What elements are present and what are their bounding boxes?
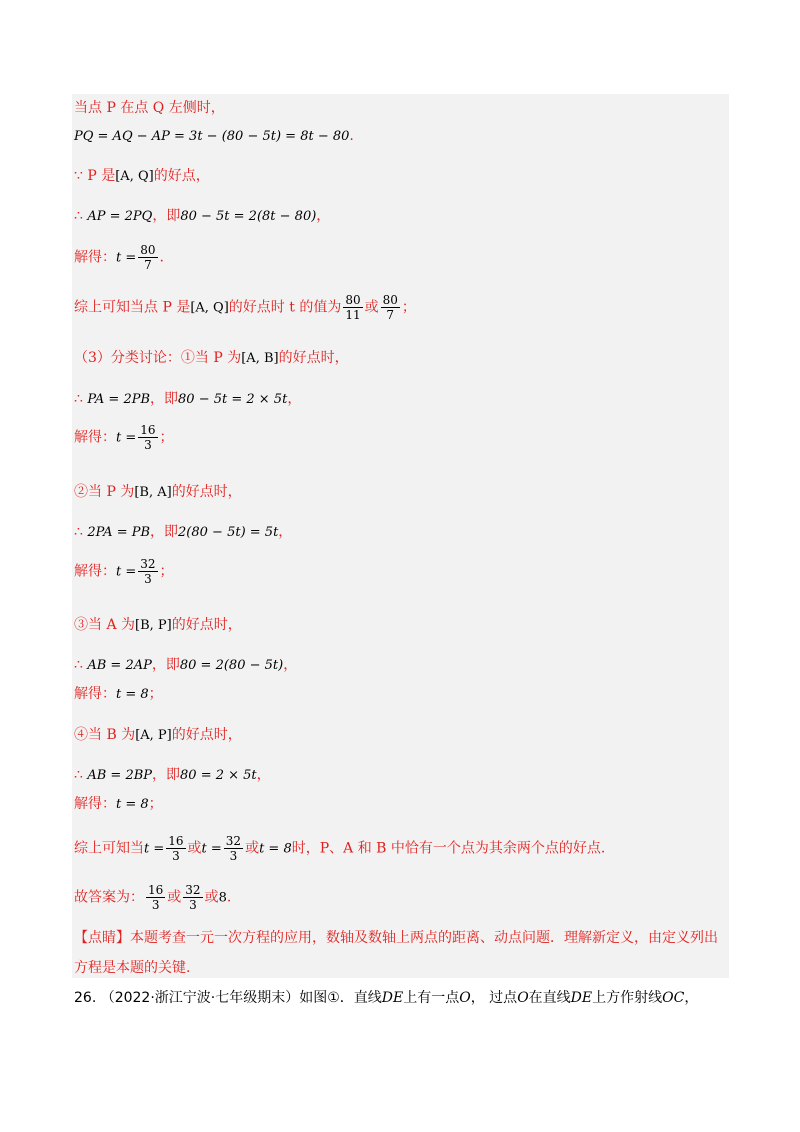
text: ；	[148, 796, 163, 812]
equation: t = 8	[259, 841, 292, 857]
equation: 80 = 2(80 − 5t)	[179, 658, 284, 673]
text: ，即	[151, 657, 180, 673]
fraction	[146, 883, 165, 912]
text: 解得：	[74, 686, 116, 702]
text: ，即	[152, 208, 181, 224]
note-line-1: 【点睛】本题考查一元一次方程的应用，数轴及数轴上两点的距离、动点问题．理解新定义，由定义列出	[74, 930, 718, 946]
text: 的好点时，	[278, 350, 349, 366]
variable: O	[517, 990, 529, 1006]
line-12	[74, 557, 174, 586]
variable: t =	[116, 430, 137, 446]
text: ，	[287, 391, 302, 407]
text: ，	[316, 208, 331, 224]
text: 26. （2022·浙江宁波·七年级期末）如图①．直线	[74, 990, 382, 1006]
equation: t = 8	[116, 797, 149, 812]
text: 时，P、A 和 B 中恰有一个点为其余两个点的好点.	[291, 840, 606, 857]
text: ， 过点	[470, 990, 518, 1006]
equation: PA = 2PB	[87, 392, 151, 407]
denominator: 3	[144, 572, 152, 586]
numerator: 16	[168, 834, 184, 848]
denominator: 7	[144, 258, 152, 272]
text: 的好点时 t 的值为	[228, 299, 342, 316]
text: ，即	[150, 524, 179, 540]
text: 或	[245, 840, 260, 857]
variable: t =	[201, 841, 222, 857]
line-5	[74, 243, 164, 272]
interval: [B, P]	[135, 618, 172, 633]
text: 的好点，	[153, 168, 210, 184]
text: 当点 P 在点 Q 左侧时，	[74, 100, 225, 116]
fraction	[224, 834, 243, 863]
text: 综上可知当	[74, 840, 144, 857]
numerator: 16	[148, 883, 164, 897]
text: 综上可知当点 P 是	[74, 299, 191, 316]
text: 或	[204, 889, 219, 906]
denominator: 7	[386, 308, 395, 322]
fraction	[381, 293, 400, 322]
numerator: 32	[185, 883, 201, 897]
equation: 80 = 2 × 5t	[180, 768, 257, 783]
numerator: 16	[140, 423, 156, 437]
text: 的好点时，	[171, 617, 242, 633]
text: ∴	[74, 391, 88, 407]
fraction	[138, 243, 157, 272]
line-16	[74, 725, 242, 746]
line-20	[74, 883, 231, 912]
line-11	[74, 522, 292, 543]
variable: O	[459, 990, 471, 1006]
equation: 2(80 − 5t) = 5t	[178, 525, 279, 540]
equation: PQ = AQ − AP = 3t − (80 − 5t) = 8t − 80	[74, 129, 350, 144]
denominator: 3	[189, 898, 197, 912]
variable: t =	[144, 841, 165, 857]
line-19	[74, 834, 605, 863]
interval: [A, Q]	[190, 300, 229, 316]
text: ，	[684, 990, 699, 1006]
variable: t =	[116, 250, 137, 266]
equation: AP = 2PQ	[87, 209, 153, 224]
line-13	[74, 615, 242, 636]
text: ，即	[152, 767, 181, 783]
question-26	[74, 988, 698, 1008]
interval: [B, A]	[134, 485, 172, 500]
text: ∴	[74, 208, 88, 224]
denominator: 3	[229, 849, 238, 863]
numerator: 80	[140, 243, 156, 257]
text: ，	[283, 657, 298, 673]
equation: AB = 2BP	[87, 768, 153, 783]
text: 或	[167, 889, 182, 906]
variable: OC	[662, 990, 685, 1006]
numerator: 80	[382, 293, 398, 307]
text: ，	[256, 767, 271, 783]
line-1	[74, 98, 225, 118]
variable: t =	[116, 564, 137, 580]
text: ∴	[74, 767, 88, 783]
equation: 80 − 5t = 2 × 5t	[178, 392, 288, 407]
interval: [A, B]	[241, 351, 279, 366]
text: 上方作射线	[592, 990, 663, 1006]
text: 的好点时，	[171, 484, 242, 500]
text: 或	[364, 299, 379, 316]
fraction	[343, 293, 362, 322]
variable: DE	[381, 990, 404, 1006]
denominator: 3	[151, 898, 160, 912]
line-6	[74, 293, 416, 322]
text: ∴	[74, 657, 88, 673]
line-4	[74, 206, 330, 227]
line-17	[74, 765, 271, 786]
line-14	[74, 655, 297, 676]
text: ∵ P 是	[74, 168, 116, 184]
text: 解得：	[74, 249, 116, 266]
numerator: 80	[345, 293, 361, 307]
equation: AB = 2AP	[87, 658, 152, 673]
text: ；	[148, 686, 163, 702]
fraction	[166, 834, 185, 863]
text: ；	[159, 429, 174, 446]
line-18	[74, 794, 163, 815]
note-line-2: 方程是本题的关键.	[74, 960, 191, 976]
denominator: 11	[345, 308, 361, 322]
text: ④当 B 为	[74, 727, 136, 743]
line-7	[74, 348, 349, 369]
text: ；	[159, 563, 174, 580]
text: 上有一点	[403, 990, 460, 1006]
text: 或	[187, 840, 202, 857]
text: 故答案为：	[74, 889, 144, 906]
denominator: 3	[144, 438, 152, 452]
text: ②当 P 为	[74, 484, 135, 500]
equation: 2PA = PB	[87, 525, 151, 540]
text: 解得：	[74, 429, 116, 446]
numerator: 32	[140, 557, 156, 571]
line-3	[74, 166, 210, 187]
text: 解得：	[74, 563, 116, 580]
interval: [A, Q]	[115, 169, 154, 184]
fraction	[138, 423, 157, 452]
interval: [A, P]	[135, 728, 172, 743]
text: .	[226, 889, 232, 906]
line-8	[74, 389, 301, 410]
text: ，即	[150, 391, 179, 407]
text: ，	[278, 524, 293, 540]
denominator: 3	[172, 849, 180, 863]
text: 的好点时，	[171, 727, 242, 743]
fraction	[138, 557, 157, 586]
text: 解得：	[74, 796, 116, 812]
line-15	[74, 684, 163, 705]
equation: 80 − 5t = 2(8t − 80)	[180, 209, 317, 224]
value: 8	[218, 890, 227, 906]
text: ∴	[74, 524, 88, 540]
line-2	[74, 126, 354, 147]
line-9	[74, 423, 174, 452]
text: ③当 A 为	[74, 617, 136, 633]
numerator: 32	[225, 834, 242, 848]
text: .	[159, 249, 164, 266]
text: .	[349, 128, 354, 144]
text: 在直线	[528, 990, 571, 1006]
equation: t = 8	[116, 687, 149, 702]
fraction	[183, 883, 202, 912]
text: ；	[401, 299, 416, 316]
text: （3）分类讨论：①当 P 为	[74, 350, 242, 366]
variable: DE	[570, 990, 593, 1006]
line-10	[74, 482, 242, 503]
